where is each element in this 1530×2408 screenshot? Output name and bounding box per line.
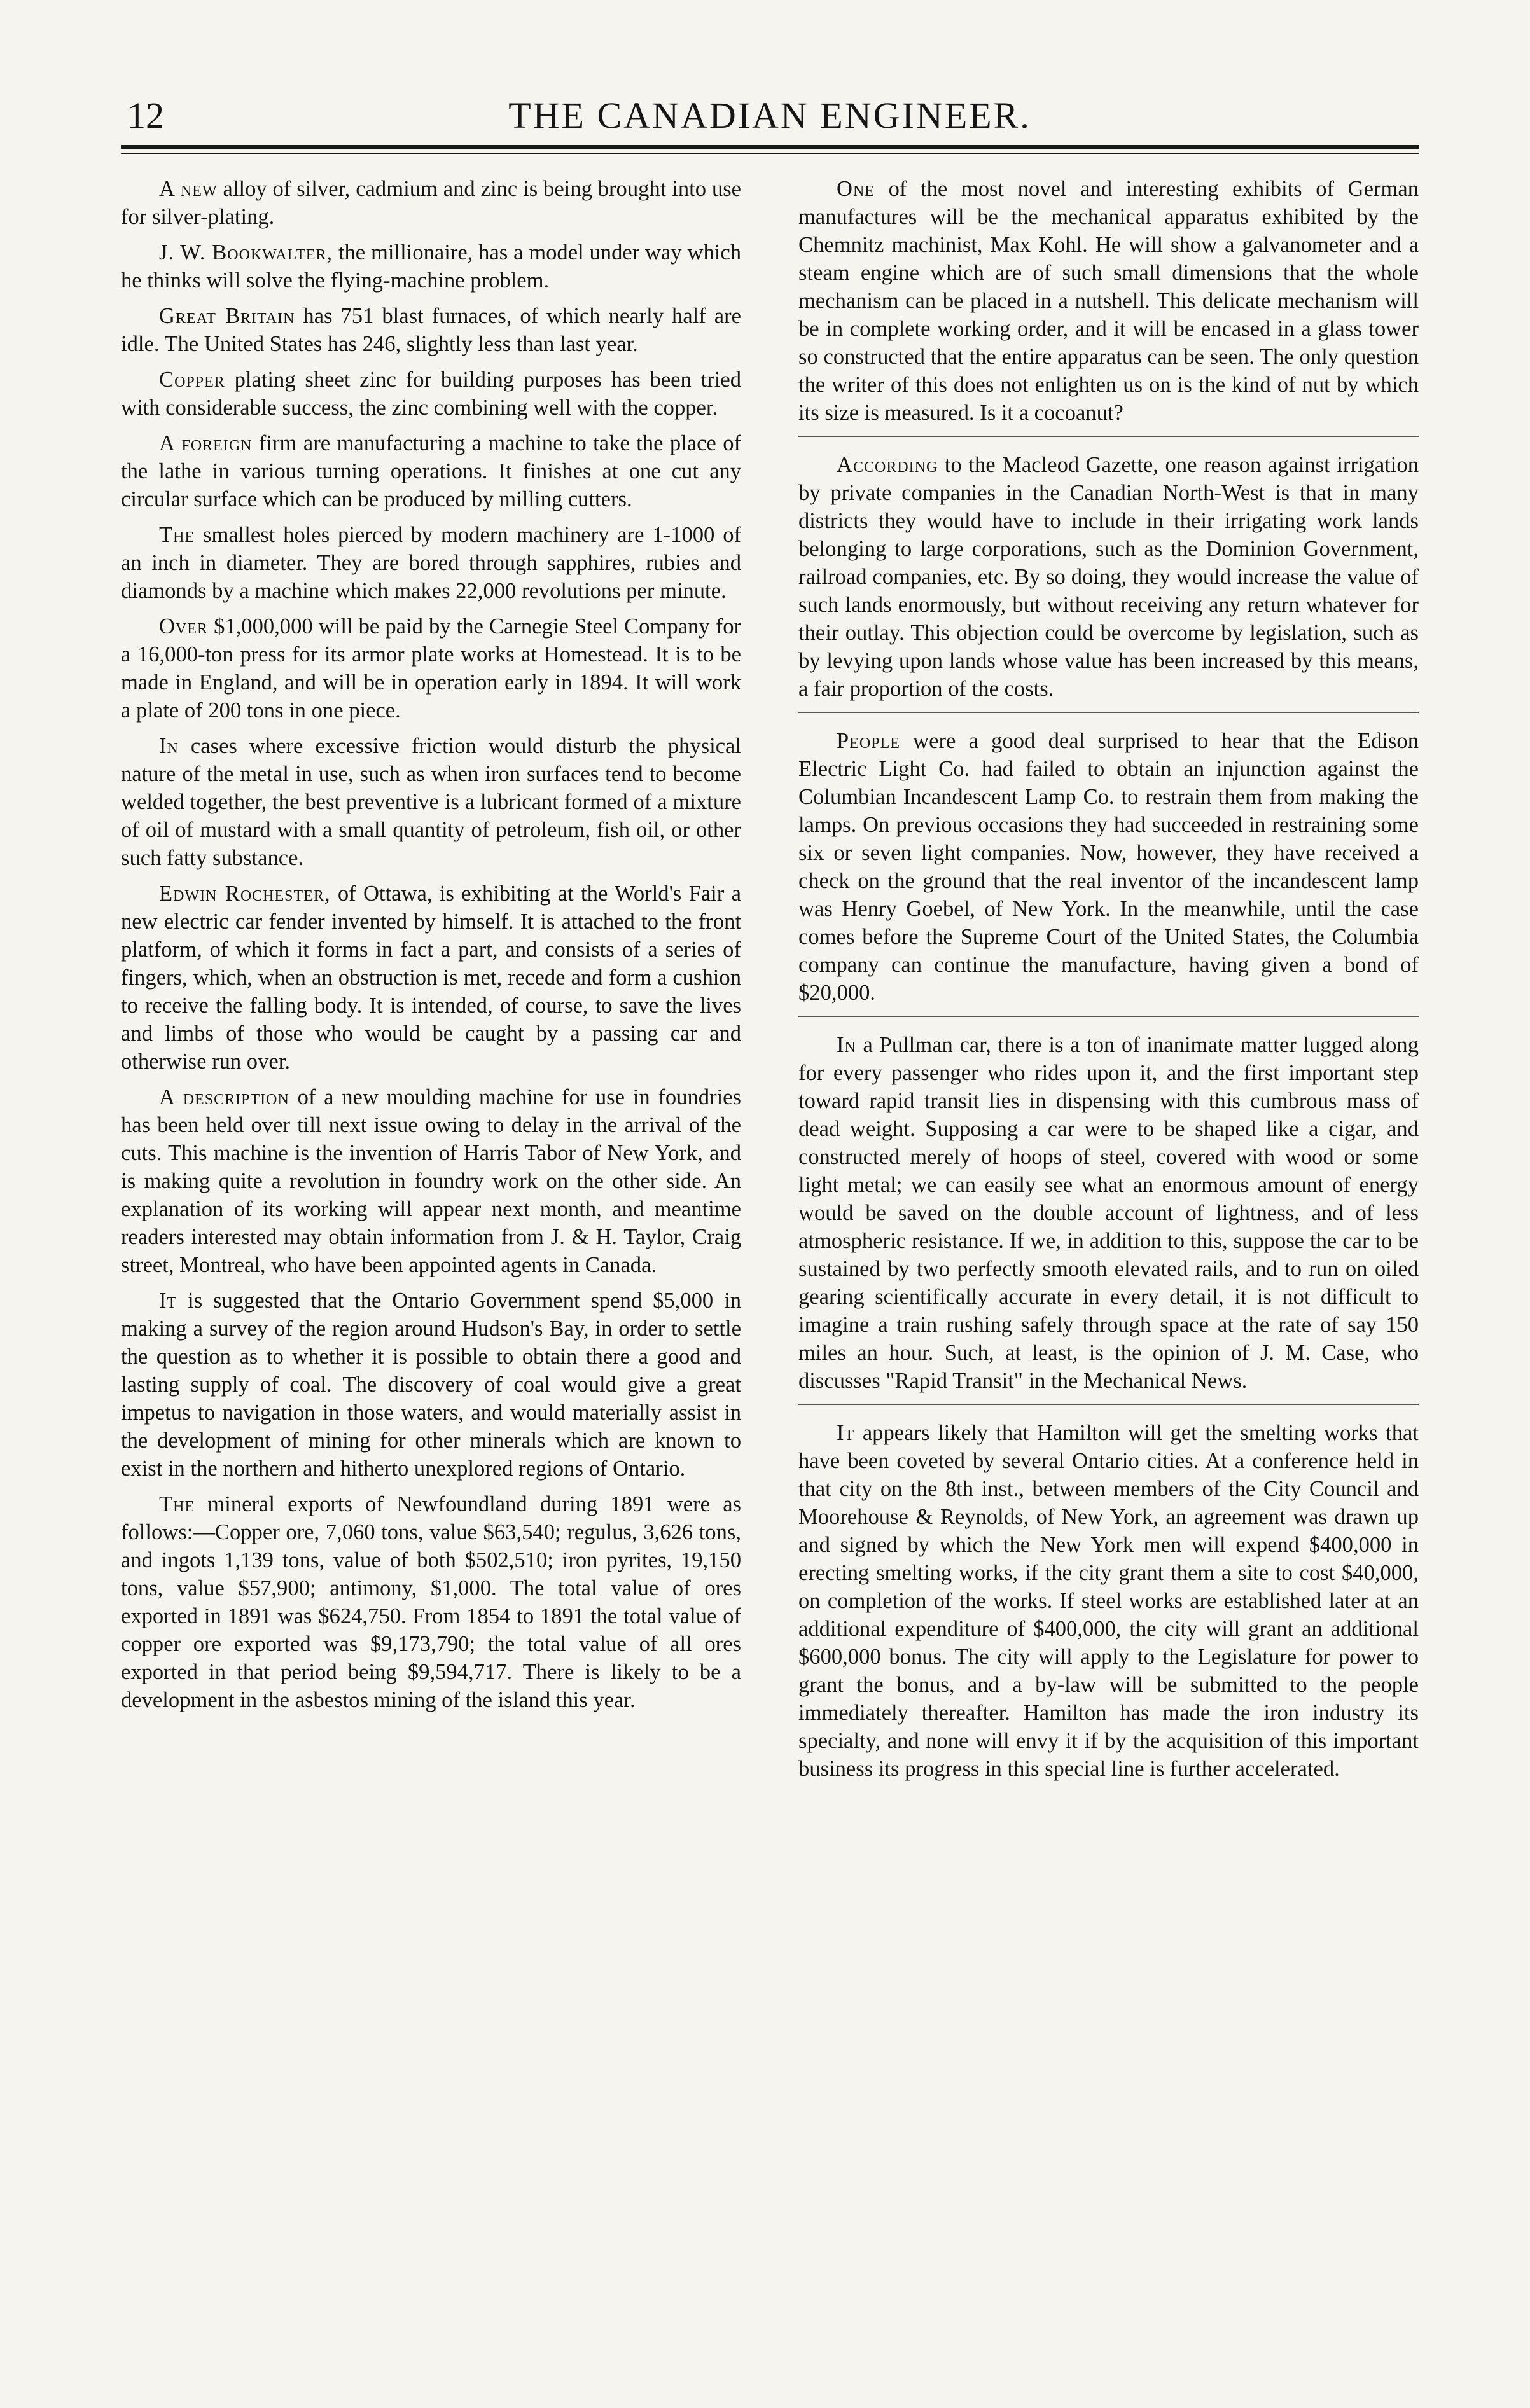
- paragraph-lead-words: It: [837, 1421, 855, 1445]
- article-paragraph: [121, 612, 741, 724]
- article-paragraph: [121, 521, 741, 605]
- paragraph-lead-words: It: [159, 1289, 177, 1313]
- paragraph-text: is suggested that the Ontario Government spend $5,000 in making a survey of the region around Hudson's Bay, in order to settle the question as to whether it is possible to obtain there a good and lasting supply of coal. The discovery of coal would give a great impetus to navigation in those waters, and would materially assist in the development of mining for other minerals which are known to exist in the northern and hitherto unexplored regions of Ontario.: [121, 1289, 741, 1481]
- paragraph-text: has 751 blast furnaces, of which nearly half are idle. The United States has 246, slightly less than last year.: [121, 304, 741, 356]
- paragraph-text: plating sheet zinc for building purposes has been tried with considerable success, the zinc combining well with the copper.: [121, 368, 741, 420]
- left-column: [121, 175, 741, 1722]
- paragraph-text: of Ottawa, is exhibiting at the World's Fair a new electric car fender invented by himself. It is attached to the front platform, of which it forms in fact a part, and consists of a series of fingers, which, when an obstruction is met, recede and form a cushion to receive the falling body. It is intended, of course, to save the lives and limbs of those who would be caught by a passing car and otherwise run over.: [121, 882, 741, 1074]
- paragraph-lead-words: Over: [159, 614, 208, 639]
- paragraph-lead-words: The: [159, 1492, 195, 1516]
- paragraph-lead-words: One: [837, 177, 875, 201]
- paragraph-separator: [798, 712, 1419, 713]
- paragraph-lead-words: In: [837, 1033, 856, 1057]
- paragraph-text: of a new moulding machine for use in foundries has been held over till next issue owing to delay in the arrival of the cuts. This machine is the invention of Harris Tabor of New York, and is making quite a revolution in foundry work on the other side. An explanation of its working will appear next month, and meantime readers interested may obtain information from J. & H. Taylor, Craig street, Montreal, who have been appointed agents in Canada.: [121, 1085, 741, 1277]
- paragraph-separator: [798, 1016, 1419, 1017]
- paragraph-text: a Pullman car, there is a ton of inanimate matter lugged along for every passenger who rides upon it, and the first important step toward rapid transit lies in dispensing with this cumbrous mass of dead weight. Supposing a car were to be shaped like a cigar, and constructed merely of hoops of steel, covered with wood or some light metal; we can easily see what an enormous amount of energy would be saved on the double account of lightness, and of less atmospheric resistance. If we, in addition to this, suppose the car to be sustained by two perfectly smooth elevated rails, and to run on oiled gearing scientifically accurate in every detail, it is not difficult to imagine a train rushing safely through space at the rate of say 150 miles an hour. Such, at least, is the opinion of J. M. Case, who discusses "Rapid Transit" in the Mechanical News.: [798, 1033, 1419, 1393]
- paragraph-text: appears likely that Hamilton will get the smelting works that have been coveted by several Ontario cities. At a conference held in that city on the 8th inst., between members of the City Council and Moorehouse & Reynolds, of New York, an agreement was drawn up and signed by which the New York men will expend $400,000 in erecting smelting works, if the city grant them a site to cost $40,000, on completion of the works. If steel works are established later at an additional expenditure of $400,000, the city will grant an additional $600,000 bonus. The city will apply to the Legislature for power to grant the bonus, and a by-law will be submitted to the people immediately thereafter. Hamilton has made the iron industry its specialty, and none will envy it if by the acquisition of this important business its progress in this special line is further accelerated.: [798, 1421, 1419, 1781]
- article-paragraph: [121, 1083, 741, 1279]
- article-paragraph: [121, 1287, 741, 1483]
- paragraph-text: to the Macleod Gazette, one reason against irrigation by private companies in the Canadian North-West is that in many districts they would have to include in their irrigating work lands belonging to large corporations, such as the Dominion Government, railroad companies, etc. By so doing, they would increase the value of such lands enormously, but without receiving any return whatever for their outlay. This objection could be overcome by legislation, such as by levying upon lands whose value has been increased by this means, a fair proportion of the costs.: [798, 453, 1419, 701]
- article-paragraph: [798, 175, 1419, 427]
- header-rule-thick: [121, 145, 1419, 149]
- article-paragraph: [121, 302, 741, 358]
- paragraph-lead-words: According: [837, 453, 938, 477]
- paragraph-lead-words: In: [159, 734, 179, 758]
- paragraph-text: were a good deal surprised to hear that the Edison Electric Light Co. had failed to obtain an injunction against the Columbian Incandescent Lamp Co. to restrain them from making the lamps. On previous occasions they had succeeded in restraining some six or seven light companies. Now, however, they have received a check on the ground that the real inventor of the incandescent lamp was Henry Goebel, of New York. In the meanwhile, until the case comes before the Supreme Court of the United States, the Columbia company can continue the manufacture, having given a bond of $20,000.: [798, 729, 1419, 1005]
- paragraph-text: $1,000,000 will be paid by the Carnegie Steel Company for a 16,000-ton press for its armor plate works at Homestead. It is to be made in England, and will be in operation early in 1894. It will work a plate of 200 tons in one piece.: [121, 614, 741, 723]
- paragraph-lead-words: The: [159, 523, 195, 547]
- paragraph-separator: [798, 1404, 1419, 1405]
- paragraph-lead-words: A new: [159, 177, 218, 201]
- paragraph-lead-words: A foreign: [159, 431, 253, 455]
- article-paragraph: [121, 429, 741, 513]
- article-paragraph: [121, 880, 741, 1076]
- article-paragraph: [121, 239, 741, 294]
- article-paragraph: [121, 366, 741, 422]
- article-paragraph: [121, 732, 741, 872]
- article-paragraph: [798, 727, 1419, 1007]
- right-column: [798, 175, 1419, 1792]
- paragraph-lead-words: Edwin Rochester,: [159, 882, 331, 906]
- article-paragraph: [798, 451, 1419, 703]
- paragraph-text: the millionaire, has a model under way which he thinks will solve the flying-machine problem.: [121, 240, 741, 293]
- paragraph-lead-words: A description: [159, 1085, 289, 1109]
- paragraph-text: alloy of silver, cadmium and zinc is being brought into use for silver-plating.: [121, 177, 741, 229]
- article-paragraph: [798, 1419, 1419, 1783]
- paragraph-lead-words: J. W. Bookwalter,: [159, 240, 333, 265]
- page-title: THE CANADIAN ENGINEER.: [508, 95, 1031, 136]
- article-paragraph: [798, 1031, 1419, 1395]
- paragraph-text: smallest holes pierced by modern machinery are 1-1000 of an inch in diameter. They are bored through sapphires, rubies and diamonds by a machine which makes 22,000 revolutions per minute.: [121, 523, 741, 603]
- paragraph-lead-words: People: [837, 729, 900, 753]
- page-number: 12: [127, 95, 164, 136]
- paragraph-lead-words: Great Britain: [159, 304, 295, 328]
- paragraph-text: mineral exports of Newfoundland during 1891 were as follows:—Copper ore, 7,060 tons, value $63,540; regulus, 3,626 tons, and ingots 1,139 tons, value of both $502,510; iron pyrites, 19,150 tons, value $57,900; antimony, $1,000. The total value of ores exported in 1891 was $624,750. From 1854 to 1891 the total value of copper ore exported was $9,173,790; the total value of all ores exported in that period being $9,594,717. There is likely to be a development in the asbestos mining of the island this year.: [121, 1492, 741, 1712]
- header-rule-thin: [121, 153, 1419, 154]
- paragraph-text: cases where excessive friction would disturb the physical nature of the metal in use, such as when iron surfaces tend to become welded together, the best preventive is a lubricant formed of a mixture of oil of mustard with a small quantity of petroleum, fish oil, or other such fatty substance.: [121, 734, 741, 870]
- page-header: [121, 94, 1419, 145]
- paragraph-lead-words: Copper: [159, 368, 225, 392]
- paragraph-separator: [798, 436, 1419, 437]
- article-paragraph: [121, 1490, 741, 1714]
- article-paragraph: [121, 175, 741, 231]
- paragraph-text: firm are manufacturing a machine to take the place of the lathe in various turning operations. It finishes at one cut any circular surface which can be produced by milling cutters.: [121, 431, 741, 511]
- paragraph-text: of the most novel and interesting exhibits of German manufactures will be the mechanical apparatus exhibited by the Chemnitz machinist, Max Kohl. He will show a galvanometer and a steam engine which are of such small dimensions that the whole mechanism can be placed in a nutshell. This delicate mechanism will be in complete working order, and it will be encased in a glass tower so constructed that the entire apparatus can be seen. The only question the writer of this does not enlighten us on is the kind of nut by which its size is measured. Is it a cocoanut?: [798, 177, 1419, 425]
